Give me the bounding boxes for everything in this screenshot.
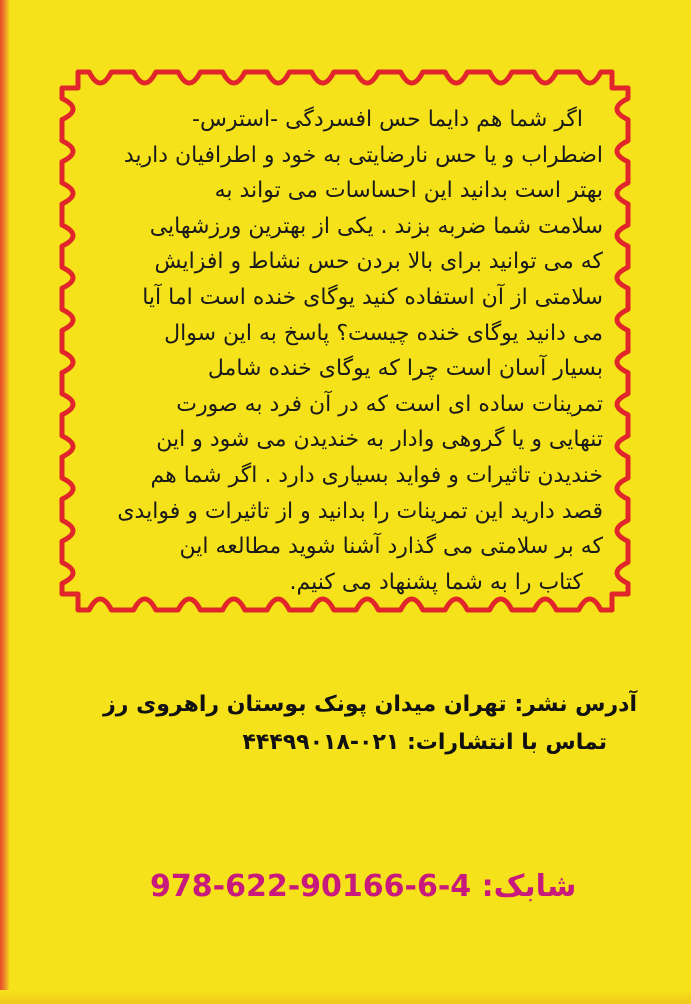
blurb-line: سلامت شما ضربه بزند . یکی از بهترین ورزشهایی	[149, 213, 603, 239]
blurb-line: سلامتی از آن استفاده کنید یوگای خنده است اما آیا	[142, 284, 603, 310]
blurb-line: خندیدن تاثیرات و فواید بسیاری دارد . اگر شما هم	[150, 462, 603, 488]
blurb-line: که می توانید برای بالا بردن حس نشاط و افزایش	[154, 249, 603, 275]
blurb-line: اضطراب و یا حس نارضایتی به خود و اطرافیان دارید	[123, 142, 603, 168]
isbn	[150, 862, 577, 912]
publisher-info	[37, 686, 637, 762]
isbn-label: شابک:	[481, 869, 577, 904]
blurb-line: که بر سلامتی می گذارد آشنا شوید مطالعه این	[179, 534, 603, 560]
publisher-phone: تماس با انتشارات: ۰۲۱-۴۴۴۹۹۰۱۸	[242, 730, 607, 755]
publisher-address: آدرس نشر: تهران میدان پونک بوستان راهروی رز	[103, 692, 637, 717]
isbn-number: 978-622-90166-6-4	[150, 869, 472, 904]
blurb-line: قصد دارید این تمرینات را بدانید و از تاثیرات و فوایدی	[117, 498, 603, 524]
blurb-line: اگر شما هم دایما حس افسردگی -استرس-	[192, 107, 583, 132]
blurb-line: تنهایی و یا گروهی وادار به خندیدن می شود و این	[156, 427, 603, 453]
blurb-text	[95, 102, 603, 600]
blurb-line: تمرینات ساده ای است که در آن فرد به صورت	[176, 391, 603, 417]
blurb-line: بسیار آسان است چرا که یوگای خنده شامل	[207, 356, 603, 382]
blurb-line: می دانید یوگای خنده چیست؟ پاسخ به این سوال	[164, 320, 603, 346]
blurb-line: کتاب را به شما پشنهاد می کنیم.	[289, 569, 583, 595]
blurb-line: بهتر است بدانید این احساسات می تواند به	[214, 178, 603, 204]
